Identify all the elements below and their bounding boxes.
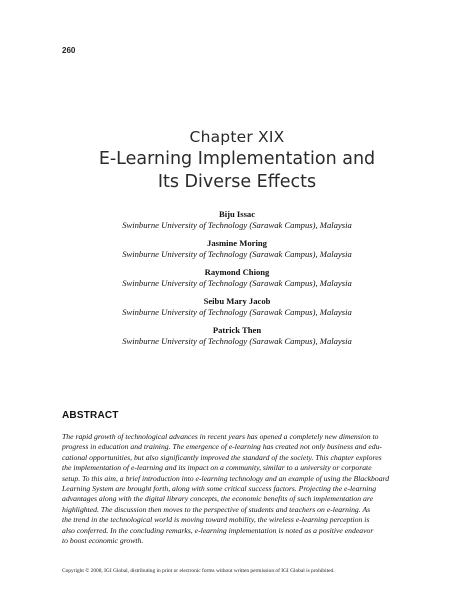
abstract-line: the implementation of e-learning and its impact on a community, similar to a university or corporate: [62, 463, 372, 473]
author-name: Raymond Chiong: [204, 267, 270, 277]
author-affiliation: Swinburne University of Technology (Sarawak Campus), Malaysia: [122, 249, 352, 259]
author-name: Biju Issac: [218, 209, 256, 219]
author-entry: [0, 325, 474, 354]
chapter-title: [0, 148, 474, 194]
author-name: Jasmine Moring: [207, 238, 267, 248]
chapter-label: Chapter XIX: [189, 128, 285, 146]
author-affiliation: Swinburne University of Technology (Sarawak Campus), Malaysia: [122, 278, 352, 288]
abstract-line: to boost economic growth.: [62, 536, 144, 546]
abstract-line: progress in education and training. The emergence of e-learning has created not only business and edu-: [62, 442, 382, 452]
abstract-line: Learning System are brought forth, along with some critical success factors. Projecting the e-learning: [62, 484, 377, 494]
author-affiliation: Swinburne University of Technology (Sarawak Campus), Malaysia: [122, 336, 352, 346]
abstract-line: setup. To this aim, a brief introduction into e-learning technology and an example of using the Blackboard: [62, 473, 390, 483]
abstract-heading: ABSTRACT: [62, 410, 119, 421]
chapter-title-line: E-Learning Implementation and: [98, 149, 376, 169]
author-entry: [0, 267, 474, 296]
author-name: Patrick Then: [212, 325, 262, 335]
abstract-line: highlighted. The discussion then moves to the perspective of students and teachers on e-learning. As: [62, 504, 371, 514]
author-list: [0, 209, 474, 354]
copyright-notice: Copyright © 2008, IGI Global, distributing in print or electronic forms without written permission of IGI Global is prohibited.: [62, 568, 335, 574]
abstract-line: The rapid growth of technological advances in recent years has opened a completely new dimension to: [62, 432, 379, 441]
chapter-title-line: Its Diverse Effects: [157, 172, 317, 192]
page-number: 260: [62, 46, 76, 55]
abstract-line: cational opportunities, but also significantly improved the standard of the society. This chapter explores: [62, 452, 382, 462]
abstract-line: the trend in the technological world is moving toward mobility, the wireless e-learning perception is: [62, 515, 370, 525]
abstract-body: [62, 432, 412, 546]
author-entry: [0, 209, 474, 238]
author-affiliation: Swinburne University of Technology (Sarawak Campus), Malaysia: [122, 220, 352, 230]
author-affiliation: Swinburne University of Technology (Sarawak Campus), Malaysia: [122, 307, 352, 317]
author-entry: [0, 296, 474, 325]
abstract-line: also conferred. In the concluding remarks, e-learning implementation is noted as a positive endeavor: [62, 525, 374, 535]
author-entry: [0, 238, 474, 267]
author-name: Seibu Mary Jacob: [203, 296, 271, 306]
abstract-line: advantages along with the digital library concepts, the economic benefits of such implementation are: [62, 494, 374, 504]
